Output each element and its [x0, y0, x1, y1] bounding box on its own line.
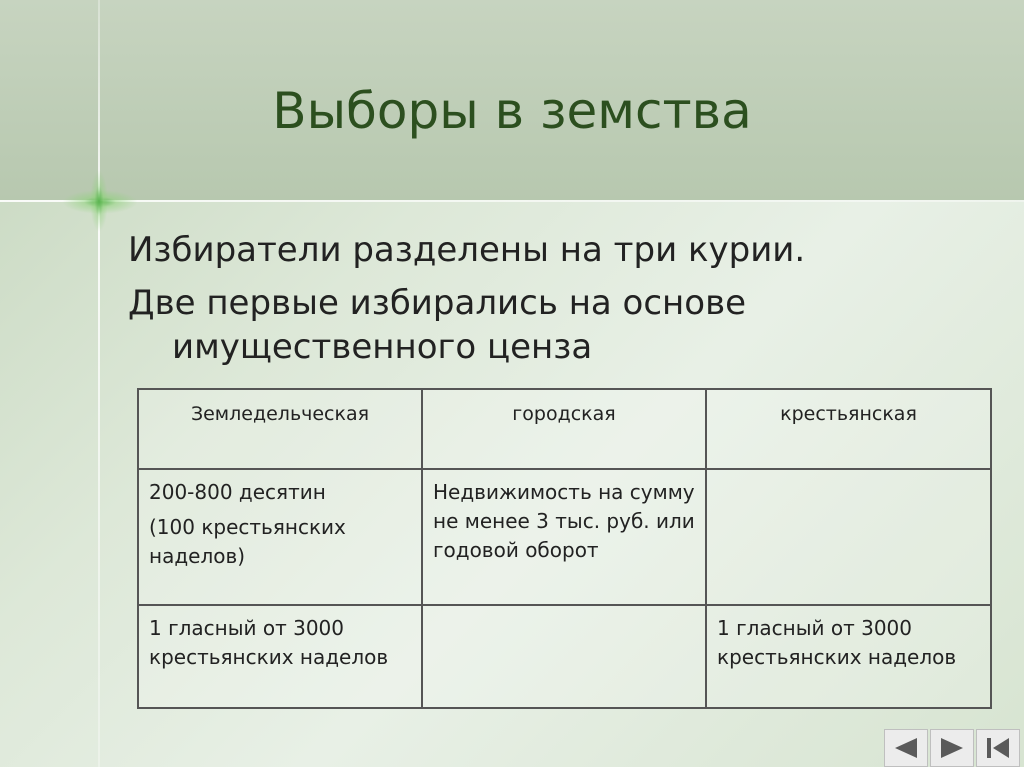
prev-icon: [891, 735, 921, 761]
slide-title: Выборы в земства: [272, 82, 752, 140]
table-cell: 1 гласный от 3000 крестьянских наделов: [706, 605, 991, 708]
bullet-list: [128, 228, 988, 378]
bullet-text: Две первые избирались на основе: [128, 283, 747, 323]
first-slide-button[interactable]: [976, 729, 1020, 767]
cell-text: 200-800 десятин: [149, 480, 326, 504]
table-cell-empty: [706, 469, 991, 605]
table-cell: [138, 469, 422, 605]
table-cell: 1 гласный от 3000 крестьянских наделов: [138, 605, 422, 708]
header-cell-krestyanskaya: крестьянская: [706, 389, 991, 469]
sparkle-decoration-vertical: [90, 170, 108, 232]
header-cell-gorodskaya: городская: [422, 389, 706, 469]
slide-navigation: [884, 729, 1024, 767]
header-cell-zemledelcheskaya: Земледельческая: [138, 389, 422, 469]
decorative-line-horizontal: [0, 200, 1024, 202]
next-icon: [937, 735, 967, 761]
table-row: [138, 469, 991, 605]
prev-slide-button[interactable]: [884, 729, 928, 767]
table-header-row: [138, 389, 991, 469]
table-row: [138, 605, 991, 708]
bullet-text: Избиратели разделены на три курии.: [128, 230, 806, 270]
bullet-item: [128, 281, 988, 369]
table-cell: Недвижимость на сумму не менее 3 тыс. руб. или годовой оборот: [422, 469, 706, 605]
bullet-text-continued: имущественного ценза: [172, 327, 593, 367]
curia-table: [137, 388, 992, 709]
first-icon: [983, 735, 1013, 761]
bullet-item: [128, 228, 988, 272]
next-slide-button[interactable]: [930, 729, 974, 767]
cell-text-note: (100 крестьянских наделов): [149, 515, 346, 568]
table-cell-empty: [422, 605, 706, 708]
